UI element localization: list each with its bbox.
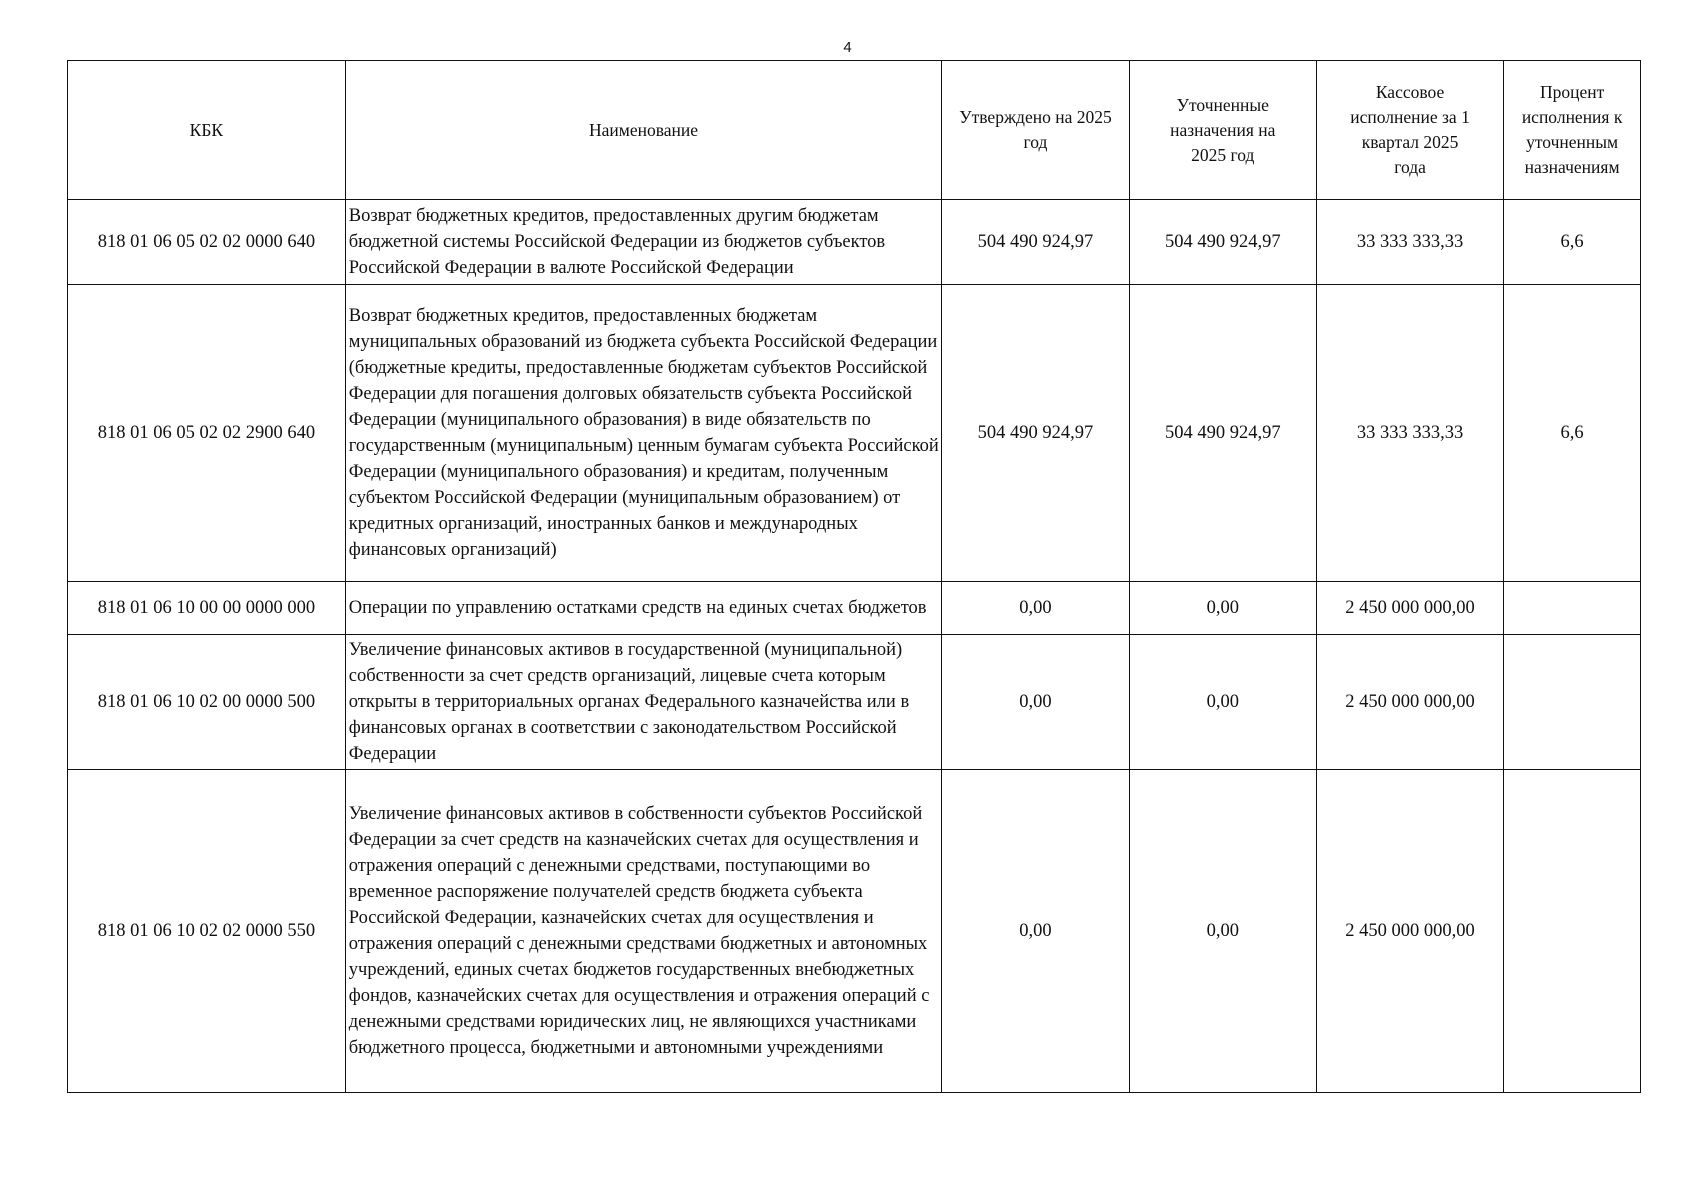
table-row xyxy=(68,635,1641,770)
cell-name: Возврат бюджетных кредитов, предоставленных бюджетам муниципальных образований из бюджета субъекта Российской Федерации (бюджетные кредиты, предоставленные бюджетам субъектов Российской Федерации для погашения долговых обязательств субъекта Российской Федерации (муниципального образования) в виде обязательств по государственным (муниципальным) ценным бумагам субъекта Российской Федерации (муниципального образования) и кредитам, полученным субъектом Российской Федерации (муниципальным образованием) от кредитных организаций, иностранных банков и международных финансовых организаций) xyxy=(345,285,942,582)
cell-cash: 33 333 333,33 xyxy=(1316,285,1503,582)
header-refined: Уточненные назначения на 2025 год xyxy=(1129,61,1316,200)
cell-refined: 0,00 xyxy=(1129,635,1316,770)
table-row xyxy=(68,285,1641,582)
header-kbk: КБК xyxy=(68,61,346,200)
cell-cash: 2 450 000 000,00 xyxy=(1316,582,1503,635)
header-row xyxy=(68,61,1641,200)
cell-percent: 6,6 xyxy=(1504,200,1641,285)
cell-refined: 0,00 xyxy=(1129,770,1316,1093)
cell-refined: 504 490 924,97 xyxy=(1129,285,1316,582)
cell-kbk: 818 01 06 10 00 00 0000 000 xyxy=(68,582,346,635)
table-row xyxy=(68,200,1641,285)
cell-approved: 0,00 xyxy=(942,770,1129,1093)
cell-refined: 0,00 xyxy=(1129,582,1316,635)
table-row xyxy=(68,770,1641,1093)
cell-name: Возврат бюджетных кредитов, предоставленных другим бюджетам бюджетной системы Российской Федерации из бюджетов субъектов Российской Федерации в валюте Российской Федерации xyxy=(345,200,942,285)
cell-kbk: 818 01 06 05 02 02 2900 640 xyxy=(68,285,346,582)
budget-execution-table xyxy=(67,60,1641,1093)
cell-name: Операции по управлению остатками средств на единых счетах бюджетов xyxy=(345,582,942,635)
cell-percent xyxy=(1504,635,1641,770)
cell-refined: 504 490 924,97 xyxy=(1129,200,1316,285)
header-percent: Процент исполнения к уточненным назначениям xyxy=(1504,61,1641,200)
cell-name: Увеличение финансовых активов в собственности субъектов Российской Федерации за счет средств на казначейских счетах для осуществления и отражения операций с денежными средствами, поступающими во временное распоряжение получателей средств бюджета субъекта Российской Федерации, казначейских счетах для осуществления и отражения операций с денежными средствами бюджетных и автономных учреждений, единых счетах бюджетов государственных внебюджетных фондов, казначейских счетах для осуществления и отражения операций с денежными средствами юридических лиц, не являющихся участниками бюджетного процесса, бюджетными и автономными учреждениями xyxy=(345,770,942,1093)
cell-name: Увеличение финансовых активов в государственной (муниципальной) собственности за счет средств организаций, лицевые счета которым открыты в территориальных органах Федерального казначейства или в финансовых органах в соответствии с законодательством Российской Федерации xyxy=(345,635,942,770)
cell-approved: 504 490 924,97 xyxy=(942,200,1129,285)
cell-percent xyxy=(1504,770,1641,1093)
cell-approved: 504 490 924,97 xyxy=(942,285,1129,582)
cell-kbk: 818 01 06 10 02 02 0000 550 xyxy=(68,770,346,1093)
cell-percent: 6,6 xyxy=(1504,285,1641,582)
cell-kbk: 818 01 06 10 02 00 0000 500 xyxy=(68,635,346,770)
cell-percent xyxy=(1504,582,1641,635)
cell-cash: 33 333 333,33 xyxy=(1316,200,1503,285)
header-cash: Кассовое исполнение за 1 квартал 2025 года xyxy=(1316,61,1503,200)
cell-cash: 2 450 000 000,00 xyxy=(1316,770,1503,1093)
cell-kbk: 818 01 06 05 02 02 0000 640 xyxy=(68,200,346,285)
cell-cash: 2 450 000 000,00 xyxy=(1316,635,1503,770)
header-approved: Утверждено на 2025 год xyxy=(942,61,1129,200)
table-row xyxy=(68,582,1641,635)
cell-approved: 0,00 xyxy=(942,582,1129,635)
cell-approved: 0,00 xyxy=(942,635,1129,770)
page-number: 4 xyxy=(843,39,852,56)
header-name: Наименование xyxy=(345,61,942,200)
